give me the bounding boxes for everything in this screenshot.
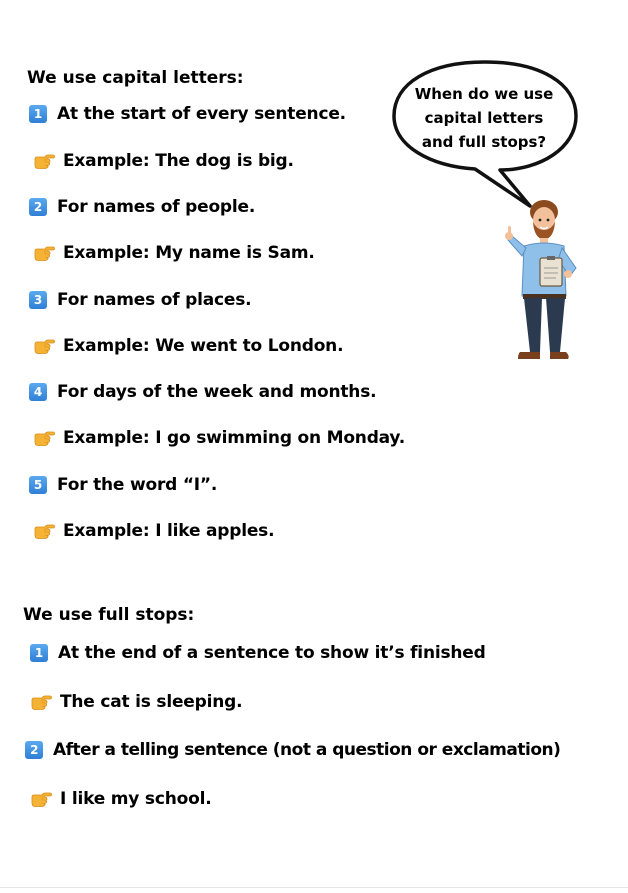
capital-rule-2-text: For names of people.: [57, 197, 256, 217]
pointing-hand-icon: [30, 790, 52, 808]
pointing-hand-icon: [33, 244, 55, 262]
pointing-hand-icon: [33, 152, 55, 170]
capital-example-2-text: Example: My name is Sam.: [63, 243, 315, 263]
capital-rule-4-text: For days of the week and months.: [57, 382, 377, 402]
number-3-icon: 3: [29, 291, 47, 309]
fullstop-example-1-text: The cat is sleeping.: [60, 692, 243, 712]
capital-rule-1-text: At the start of every sentence.: [57, 104, 346, 124]
capital-example-2: [33, 243, 315, 263]
speech-line-1: When do we use: [414, 85, 554, 103]
capital-example-3: [33, 336, 343, 356]
fullstop-example-2: [30, 789, 211, 809]
fullstop-rule-2: [25, 740, 560, 760]
pointing-hand-icon: [33, 522, 55, 540]
number-1-icon: 1: [29, 105, 47, 123]
number-2-icon: 2: [25, 741, 43, 759]
capital-rule-1: [29, 104, 346, 124]
fullstop-rule-1-text: At the end of a sentence to show it’s finished: [58, 643, 486, 663]
capital-rule-3-text: For names of places.: [57, 290, 252, 310]
capital-example-5: [33, 521, 274, 541]
capital-rule-2: [29, 197, 255, 217]
number-2-icon: 2: [29, 198, 47, 216]
page-bottom-divider: [0, 887, 628, 888]
pointing-hand-icon: [33, 337, 55, 355]
capital-example-4-text: Example: I go swimming on Monday.: [63, 428, 406, 448]
capital-letters-heading: We use capital letters:: [27, 68, 244, 88]
full-stops-heading: We use full stops:: [23, 605, 195, 625]
fullstop-example-2-text: I like my school.: [60, 789, 212, 809]
teacher-illustration: [496, 196, 592, 364]
pointing-hand-icon: [30, 693, 52, 711]
speech-bubble-text: [408, 82, 560, 154]
fullstop-example-1: [30, 692, 242, 712]
capital-rule-5-text: For the word “I”.: [57, 475, 218, 495]
capital-rule-5: [29, 475, 217, 495]
speech-line-3: and full stops?: [421, 133, 547, 151]
fullstop-rule-2-text: After a telling sentence (not a question or exclamation): [53, 740, 561, 760]
capital-example-3-text: Example: We went to London.: [63, 336, 344, 356]
capital-example-1-text: Example: The dog is big.: [63, 151, 294, 171]
pointing-hand-icon: [33, 429, 55, 447]
fullstop-rule-1: [30, 643, 486, 663]
number-5-icon: 5: [29, 476, 47, 494]
speech-line-2: capital letters: [424, 109, 544, 127]
capital-example-5-text: Example: I like apples.: [63, 521, 275, 541]
number-1-icon: 1: [30, 644, 48, 662]
number-4-icon: 4: [29, 383, 47, 401]
capital-example-4: [33, 428, 405, 448]
capital-example-1: [33, 151, 294, 171]
capital-rule-4: [29, 382, 376, 402]
capital-rule-3: [29, 290, 251, 310]
